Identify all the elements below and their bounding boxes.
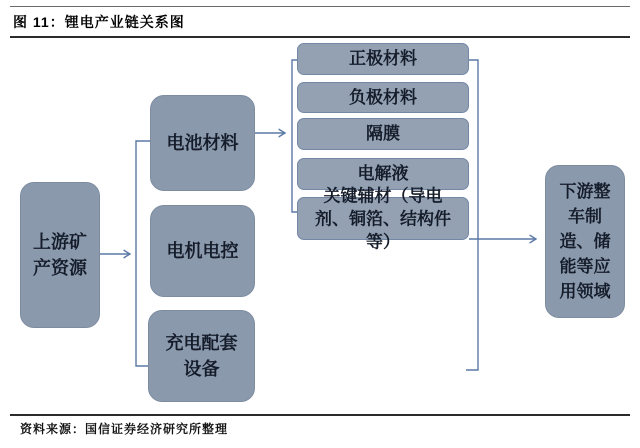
node-label: 电解液	[357, 164, 409, 183]
node-charging-equipment	[148, 310, 255, 402]
node-label: 负极材料	[349, 87, 417, 107]
node-upstream-resources	[20, 182, 100, 328]
node-label: 正极材料	[349, 49, 417, 68]
node-label: 关键辅材（导电剂、铜箔、结构件等）	[315, 186, 451, 251]
node-label: 上游矿产资源	[33, 232, 87, 278]
node-motor-electronic-control	[150, 205, 255, 297]
node-label: 隔膜	[366, 124, 400, 143]
node-anode-materials	[297, 82, 469, 113]
source-note: 资料来源：国信证券经济研究所整理	[20, 422, 229, 436]
node-label: 充电配套设备	[165, 333, 238, 379]
footer-rule	[10, 414, 630, 416]
node-key-auxiliary-materials	[297, 186, 469, 251]
node-label: 下游整车制造、储能等应用领域	[559, 182, 611, 301]
node-label: 电机电控	[166, 241, 239, 261]
node-battery-materials	[150, 95, 255, 191]
node-downstream-applications	[545, 165, 625, 318]
node-label: 电池材料	[166, 133, 239, 153]
figure-title: 图 11：锂电产业链关系图	[13, 14, 185, 30]
node-cathode-materials	[297, 43, 469, 75]
node-separator-membrane	[297, 118, 469, 150]
